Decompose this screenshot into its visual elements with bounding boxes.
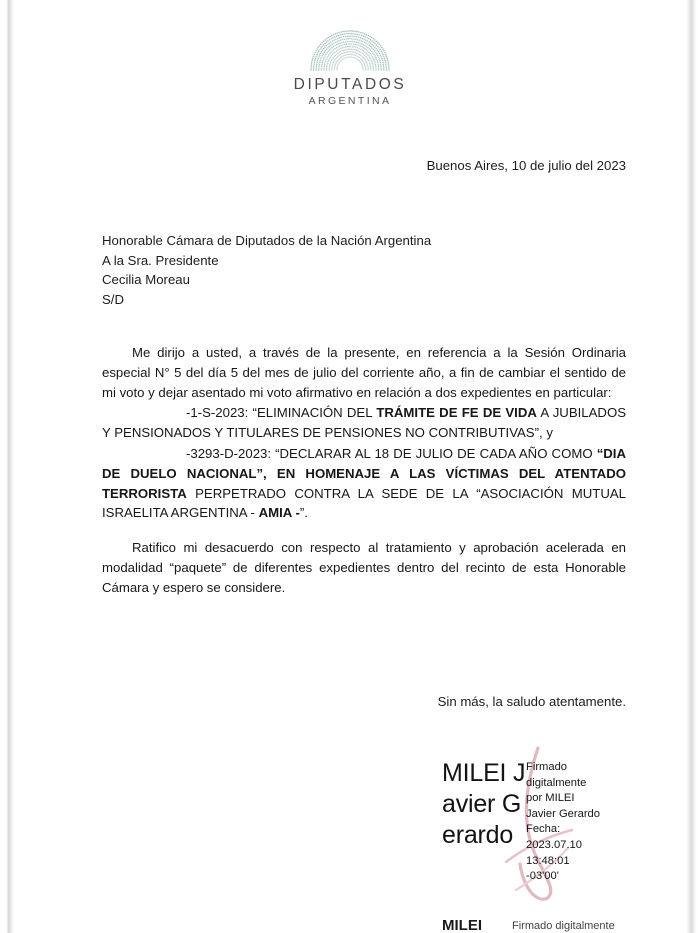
signature-meta-line-7: 13:48:01 [526, 854, 570, 867]
diputados-hemicycle-logo-icon [298, 26, 402, 72]
addressee-line-3: Cecilia Moreau [102, 272, 190, 288]
letter-body [102, 343, 626, 598]
signature-meta-line-3: por MILEI [526, 792, 575, 805]
signature-meta-line-4: Javier Gerardo [526, 807, 600, 820]
signature-meta-line-6: 2023.07.10 [526, 838, 582, 851]
expediente-2-bold-2: AMIA - [258, 505, 300, 521]
letterhead [14, 0, 686, 107]
signature-name: MILEI Javier Gerardo [442, 759, 526, 849]
expediente-2-bold-1: “DIA DE DUELO NACIONAL”, EN HOMENAJE A LAS VÍCTIMAS DEL ATENTADO TERRORISTA [102, 445, 626, 501]
cutoff-signature-name: MILEI [442, 918, 482, 933]
expediente-1-text-part-2: A JUBILADOS Y PENSIONADOS Y TITULARES DE PENSIONES NO CONTRIBUTIVAS”, y [102, 405, 626, 441]
closing-line: Sin más, la saludo atentamente. [437, 694, 626, 709]
signature-meta-line-2: digitalmente [526, 776, 587, 789]
cutoff-signature-meta: Firmado digitalmente [512, 920, 615, 932]
digital-signature-block [428, 752, 628, 902]
cutoff-signature-repeat [428, 918, 648, 933]
body-paragraph-1: Me dirijo a usted, a través de la presente, en referencia a la Sesión Ordinaria especial N° 5 del día 5 del mes de julio del corriente año, a fin de cambiar el sentido de mi voto y dejar asentado mi voto afirmativo en relación a dos expedientes en particular: [102, 345, 626, 400]
expediente-2 [102, 444, 626, 523]
signature-metadata [526, 760, 626, 885]
organization-country: ARGENTINA [308, 94, 392, 107]
expediente-1-bold-1: TRÁMITE DE FE DE VIDA [376, 405, 537, 421]
page-edge-right [686, 0, 700, 933]
page-content-area [14, 0, 686, 933]
addressee-line-1: Honorable Cámara de Diputados de la Nación Argentina [102, 233, 432, 248]
addressee-line-2: A la Sra. Presidente [102, 252, 219, 268]
addressee-block [102, 231, 431, 309]
signature-meta-line-1: Firmado [526, 761, 568, 773]
expediente-1 [102, 403, 626, 443]
expediente-2-text-part-1: -3293-D-2023: “DECLARAR AL 18 DE JULIO DE CADA AÑO COMO [186, 445, 597, 461]
signature-meta-line-8: -03'00' [526, 870, 559, 883]
date-line: Buenos Aires, 10 de julio del 2023 [426, 158, 626, 173]
signature-meta-line-5: Fecha: [526, 823, 561, 836]
expediente-2-text-part-2: PERPETRADO CONTRA LA SEDE DE LA “ASOCIACIÓN MUTUAL ISRAELITA ARGENTINA - [102, 485, 626, 521]
addressee-line-4: S/D [102, 291, 124, 307]
organization-name: DIPUTADOS [293, 76, 407, 93]
expediente-1-text-part-1: -1-S-2023: “ELIMINACIÓN DEL [186, 405, 377, 421]
body-paragraph-2: Ratifico mi desacuerdo con respecto al tratamiento y aprobación acelerada en modalidad “paquete” de diferentes expedientes dentro del recinto de esta Honorable Cámara y espero se considere. [102, 540, 626, 595]
expediente-2-text-part-3: ”. [299, 505, 308, 521]
page-edge-left [0, 0, 14, 933]
